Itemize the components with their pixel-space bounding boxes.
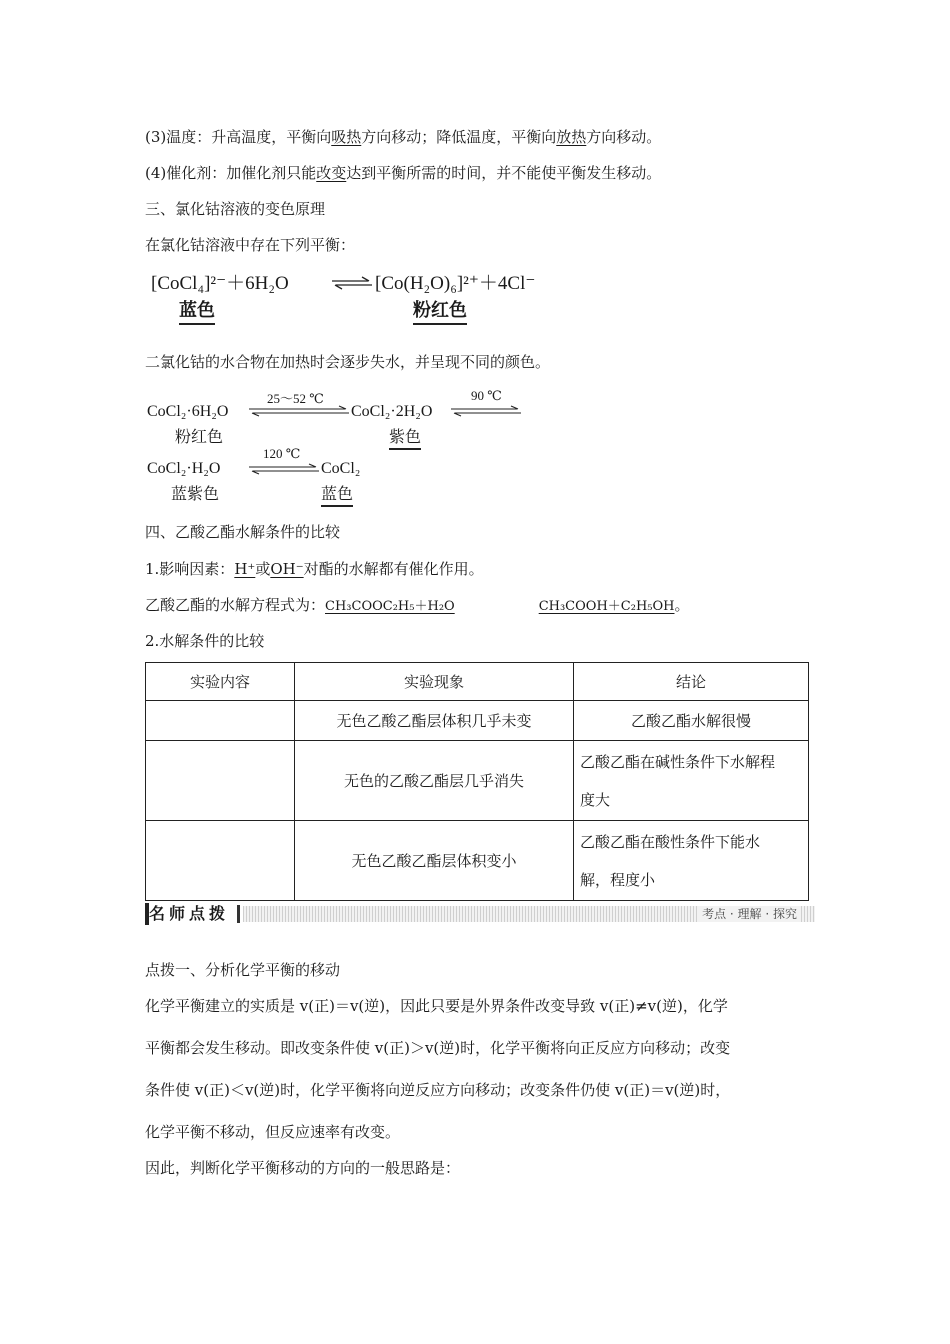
pink-color-label: 粉红色 [175, 427, 224, 446]
table-cell [574, 701, 809, 741]
blank-answer: H⁺ [234, 560, 256, 578]
hydrate-intro: 二氯化钴的水合物在加热时会逐步失水，并呈现不同的颜色。 [145, 353, 551, 371]
blank-answer: OH⁻ [270, 560, 304, 578]
table-row [146, 821, 809, 901]
table-cell [574, 821, 809, 901]
cell-text: 乙酸乙酯在酸性条件下能水 [580, 832, 761, 851]
cobalt-equilibrium [145, 268, 605, 328]
text: 方向移动。 [586, 128, 662, 146]
cell-text: 乙酸乙酯在碱性条件下水解程 [580, 752, 776, 771]
text: 。 [674, 596, 690, 614]
banner-left-bar [145, 903, 149, 925]
text: 对酯的水解都有催化作用。 [303, 560, 484, 578]
tip-paragraph-line: 平衡都会发生移动。即改变条件使 v(正)＞v(逆)时，化学平衡将向正反应方向移动；改变 [145, 1039, 731, 1057]
temperature-condition: 90 ℃ [471, 388, 502, 403]
equation-products: CH₃COOH＋C₂H₅OH [538, 599, 675, 614]
tip-title: 点拨一、分析化学平衡的移动 [145, 961, 341, 979]
table-cell [146, 741, 295, 821]
reversible-arrow-icon [249, 405, 349, 417]
reversible-arrow-icon [249, 463, 319, 475]
table-cell [574, 741, 809, 821]
purple-color-label: 紫色 [389, 424, 421, 450]
tip-paragraph-line: 化学平衡建立的实质是 v(正)＝v(逆)，因此只要是外界条件改变导致 v(正)≠v(逆)，化学 [145, 997, 728, 1015]
table-cell: 无色乙酸乙酯层体积变小 [295, 821, 574, 901]
table-row [146, 701, 809, 741]
blank-answer: 放热 [556, 128, 587, 146]
section-3-intro: 在氯化钴溶液中存在下列平衡： [145, 236, 356, 254]
blue-color-label: 蓝色 [321, 481, 353, 507]
blue-color-label: 蓝色 [179, 296, 215, 325]
equilibrium-right: [Co(H₂O)₆]²⁺＋4Cl⁻ [375, 273, 536, 294]
hydrolysis-comparison-table [145, 662, 809, 901]
table-cell [146, 701, 295, 741]
blank-answer: 改变 [316, 164, 347, 182]
table-header-row [146, 663, 809, 701]
teacher-tips-banner [145, 903, 815, 925]
table-header: 实验现象 [295, 663, 574, 701]
formula-dihydrate: CoCl₂·2H₂O [351, 403, 433, 420]
table-header: 结论 [574, 663, 809, 701]
catalyst-rule [145, 163, 661, 183]
blue-purple-color-label: 蓝紫色 [171, 484, 220, 503]
text: 达到平衡所需的时间，并不能使平衡发生移动。 [346, 164, 662, 182]
equation-reactants: CH₃COOC₂H₅＋H₂O [325, 599, 455, 614]
banner-divider [237, 905, 240, 923]
text: 方向移动；降低温度，平衡向 [361, 128, 557, 146]
text: 1.影响因素： [145, 560, 235, 578]
banner-subtitle: 考点 · 理解 · 探究 [698, 906, 801, 922]
factors-line [145, 559, 484, 579]
hydrolysis-equation-line [145, 595, 690, 617]
formula-anhydrous: CoCl₂ [321, 460, 361, 477]
cell-text: 度大 [580, 790, 611, 809]
section-3-title: 三、氯化钴溶液的变色原理 [145, 200, 326, 218]
table-cell [146, 821, 295, 901]
hydrate-chain [145, 388, 545, 503]
banner-title: 名师点拨 [149, 904, 230, 923]
section-4-title: 四、乙酸乙酯水解条件的比较 [145, 523, 341, 541]
tip-paragraph-line: 化学平衡不移动，但反应速率有改变。 [145, 1123, 401, 1141]
equation-gap [455, 595, 539, 615]
text: 乙酸乙酯的水解方程式为： [145, 596, 326, 614]
pink-color-label: 粉红色 [413, 296, 467, 325]
reversible-arrow-icon [332, 276, 372, 290]
text: (3)温度：升高温度，平衡向 [145, 128, 332, 146]
cell-text: 解，程度小 [580, 870, 656, 889]
table-header: 实验内容 [146, 663, 295, 701]
text: (4)催化剂：加催化剂只能 [145, 164, 317, 182]
temperature-rule [145, 127, 661, 147]
tip-paragraph-line: 因此，判断化学平衡移动的方向的一般思路是： [145, 1159, 461, 1177]
tip-paragraph-line: 条件使 v(正)＜v(逆)时，化学平衡将向逆反应方向移动；改变条件仍使 v(正)＝v(逆)时， [145, 1081, 731, 1099]
text: 或 [255, 560, 271, 578]
temperature-condition: 25～52 ℃ [267, 391, 324, 406]
table-cell: 无色乙酸乙酯层体积几乎未变 [295, 701, 574, 741]
cell-text: 乙酸乙酯水解很慢 [630, 712, 751, 730]
conditions-title: 2.水解条件的比较 [145, 632, 265, 650]
temperature-condition: 120 ℃ [263, 446, 301, 461]
table-row [146, 741, 809, 821]
table-cell: 无色的乙酸乙酯层几乎消失 [295, 741, 574, 821]
blank-answer: 吸热 [331, 128, 362, 146]
equilibrium-left: [CoCl₄]²⁻＋6H₂O [151, 273, 289, 294]
formula-hexahydrate: CoCl₂·6H₂O [147, 403, 229, 420]
reversible-arrow-icon [451, 405, 521, 417]
formula-monohydrate: CoCl₂·H₂O [147, 460, 221, 477]
